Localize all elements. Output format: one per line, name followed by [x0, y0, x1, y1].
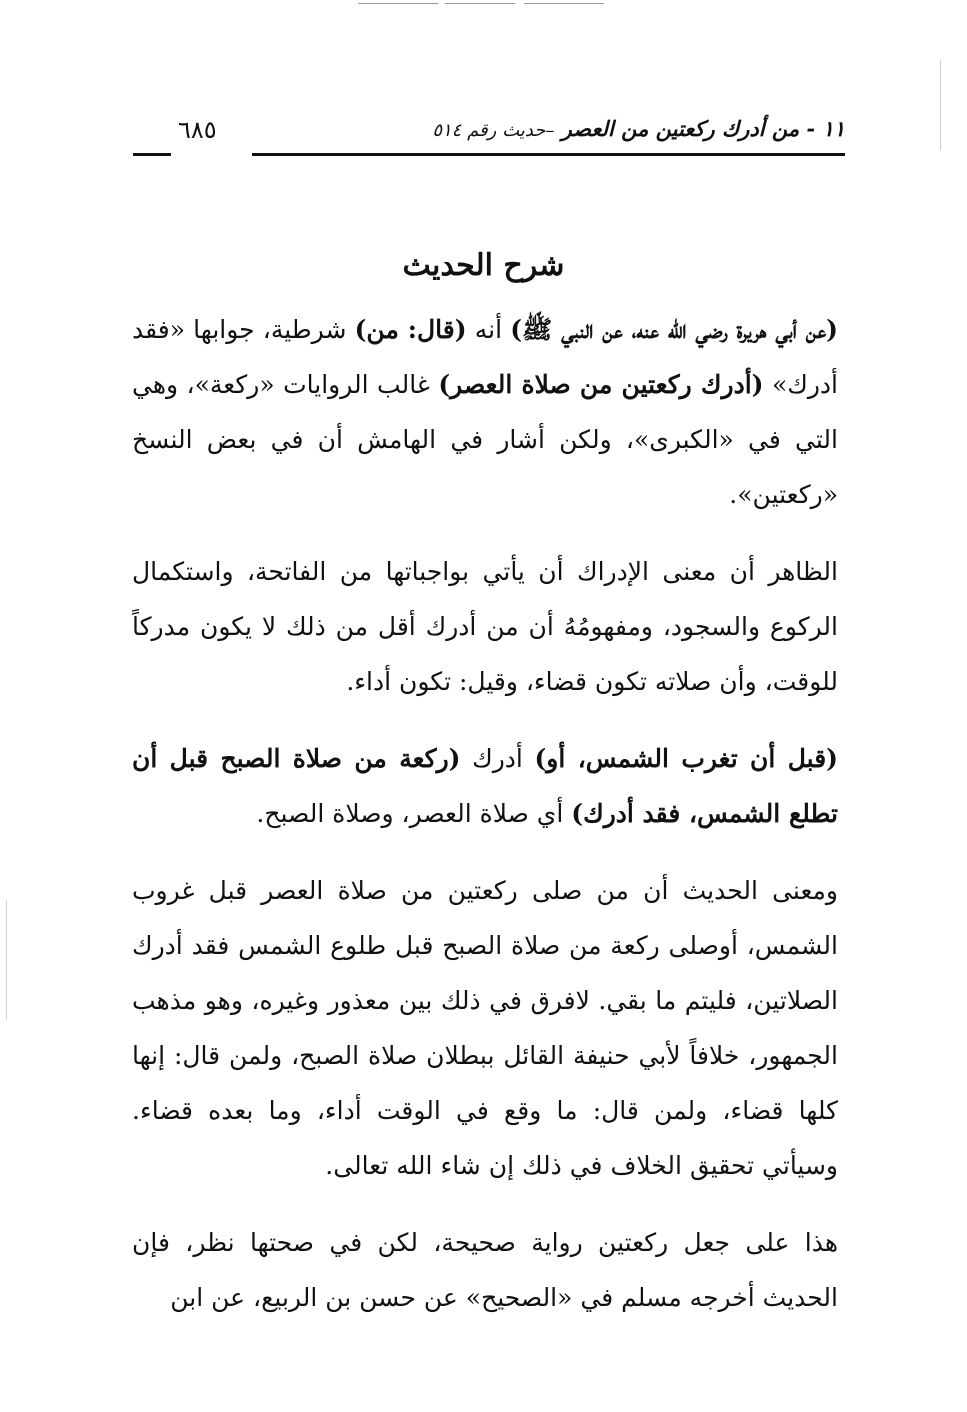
hadith-reference: –حديث رقم ٥١٤ [432, 120, 555, 141]
quoted-hadith-text: (ركعة من صلاة الصبح قبل أن تطلع الشمس، فقد أدرك) [132, 744, 838, 828]
scan-top-marks [0, 0, 967, 10]
commentary-text: الظاهر أن معنى الإدراك أن يأتي بواجباتها من الفاتحة، واستكمال الركوع والسجود، ومفهومُهُ أن من أدرك أقل من ذلك لا يكون مدركاً للوقت، وأن صلاته تكون قضاء، وقيل: تكون أداء. [132, 557, 838, 696]
running-title [432, 116, 845, 141]
quoted-hadith-text: (قبل أن تغرب الشمس، أو) [534, 744, 838, 773]
quoted-hadith-text: (أدرك ركعتين من صلاة العصر) [438, 370, 764, 399]
quoted-hadith-text: (عن أبي هريرة رضي الله عنه، عن النبي ﷺ) [510, 315, 838, 344]
paragraph [132, 731, 838, 841]
commentary-text: ومعنى الحديث أن من صلى ركعتين من صلاة العصر قبل غروب الشمس، أوصلى ركعة من صلاة الصبح قبل طلوع الشمس فقد أدرك الصلاتين، فليتم ما بقي. لافرق في ذلك بين معذور وغيره، وهو مذهب الجمهور، خلافاً لأبي حنيفة القائل ببطلان صلاة الصبح، ولمن قال: إنها كلها قضاء، ولمن قال: ما وقع في الوقت أداء، وما بعده قضاء. وسيأتي تحقيق الخلاف في ذلك إن شاء الله تعالى. [132, 876, 838, 1180]
page-number: ٦٨٥ [178, 116, 217, 144]
commentary-body [132, 302, 838, 1347]
commentary-text: أي صلاة العصر، وصلاة الصبح. [256, 799, 572, 828]
paragraph [132, 863, 838, 1193]
header-rule [252, 153, 845, 156]
section-title: شرح الحديث [402, 248, 565, 283]
scan-edge-line [6, 900, 7, 1020]
running-header [130, 116, 845, 156]
page-number-rule [133, 153, 171, 156]
commentary-text: شرطية، جوابها «فقد أدرك» [132, 315, 839, 399]
paragraph [132, 302, 838, 522]
quoted-hadith-text: (قال: من) [354, 315, 467, 344]
commentary-text: هذا على جعل ركعتين رواية صحيحة، لكن في صحتها نظر، فإن الحديث أخرجه مسلم في «الصحيح» عن حسن بن الربيع، عن ابن [132, 1228, 838, 1312]
scan-edge-line [940, 60, 941, 150]
commentary-text: أنه [466, 315, 511, 344]
chapter-title: ١١ - من أدرك ركعتين من العصر [561, 116, 845, 141]
paragraph [132, 544, 838, 709]
commentary-text: أدرك [460, 744, 535, 773]
commentary-text: غالب الروايات «ركعة»، وهي التي في «الكبرى»، ولكن أشار في الهامش أن في بعض النسخ «ركعتين». [132, 370, 838, 509]
paragraph [132, 1215, 838, 1325]
